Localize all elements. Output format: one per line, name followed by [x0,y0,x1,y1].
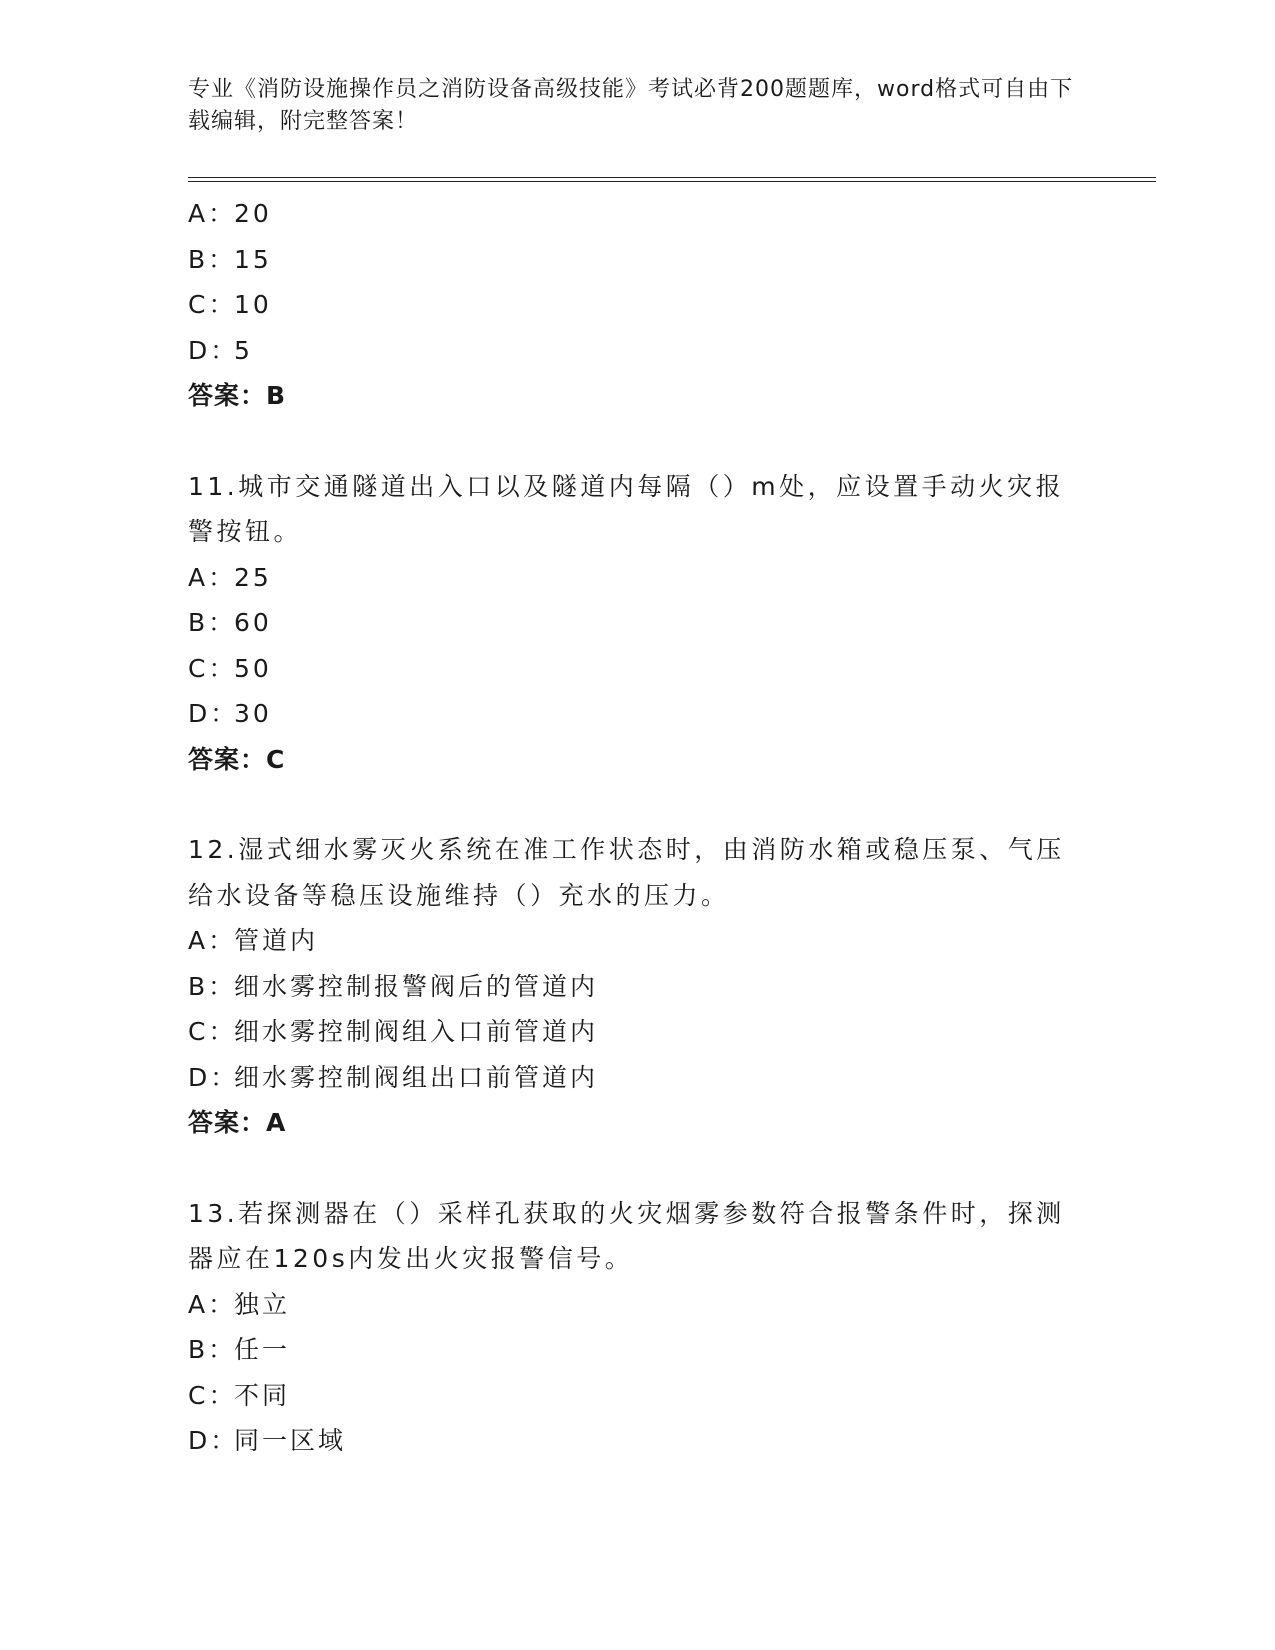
option-c: C：10 [188,290,272,319]
answer: 答案：B [188,381,287,410]
option-a: A：25 [188,562,272,592]
option-a: A：管道内 [188,926,319,955]
document-header [188,74,1088,138]
option-d: D：细水雾控制阀组出口前管道内 [188,1062,599,1092]
option-b: B：60 [188,608,272,637]
option-b: B：细水雾控制报警阀后的管道内 [188,971,599,1001]
option-b: B：15 [188,244,272,274]
question-block-10 [188,191,1088,419]
option-a: A：独立 [188,1289,291,1319]
question-block-11 [188,464,1088,783]
option-b: B：任一 [188,1335,291,1364]
answer: 答案：C [188,744,286,774]
question-list [188,191,1088,1464]
option-c: C：细水雾控制阀组入口前管道内 [188,1017,599,1046]
option-d: D：5 [188,335,253,365]
question-text: 11.城市交通隧道出入口以及隧道内每隔（）m处，应设置手动火灾报警按钮。 [188,471,1065,546]
question-text: 13.若探测器在（）采样孔获取的火灾烟雾参数符合报警条件时，探测器应在120s内发出火灾报警信号。 [188,1198,1065,1273]
header-divider-bottom [188,181,1156,182]
option-a: A：20 [188,199,272,228]
option-c: C：不同 [188,1380,291,1410]
option-c: C：50 [188,653,272,683]
question-block-12 [188,827,1088,1146]
option-d: D：同一区域 [188,1426,347,1455]
header-title: 专业《消防设施操作员之消防设备高级技能》考试必背200题题库，word格式可自由下载编辑，附完整答案！ [188,77,1074,134]
question-block-13 [188,1191,1088,1464]
option-d: D：30 [188,699,272,728]
question-text: 12.湿式细水雾灭火系统在准工作状态时，由消防水箱或稳压泵、气压给水设备等稳压设施维持（）充水的压力。 [188,835,1065,910]
answer: 答案：A [188,1108,287,1137]
header-divider-top [188,177,1156,178]
